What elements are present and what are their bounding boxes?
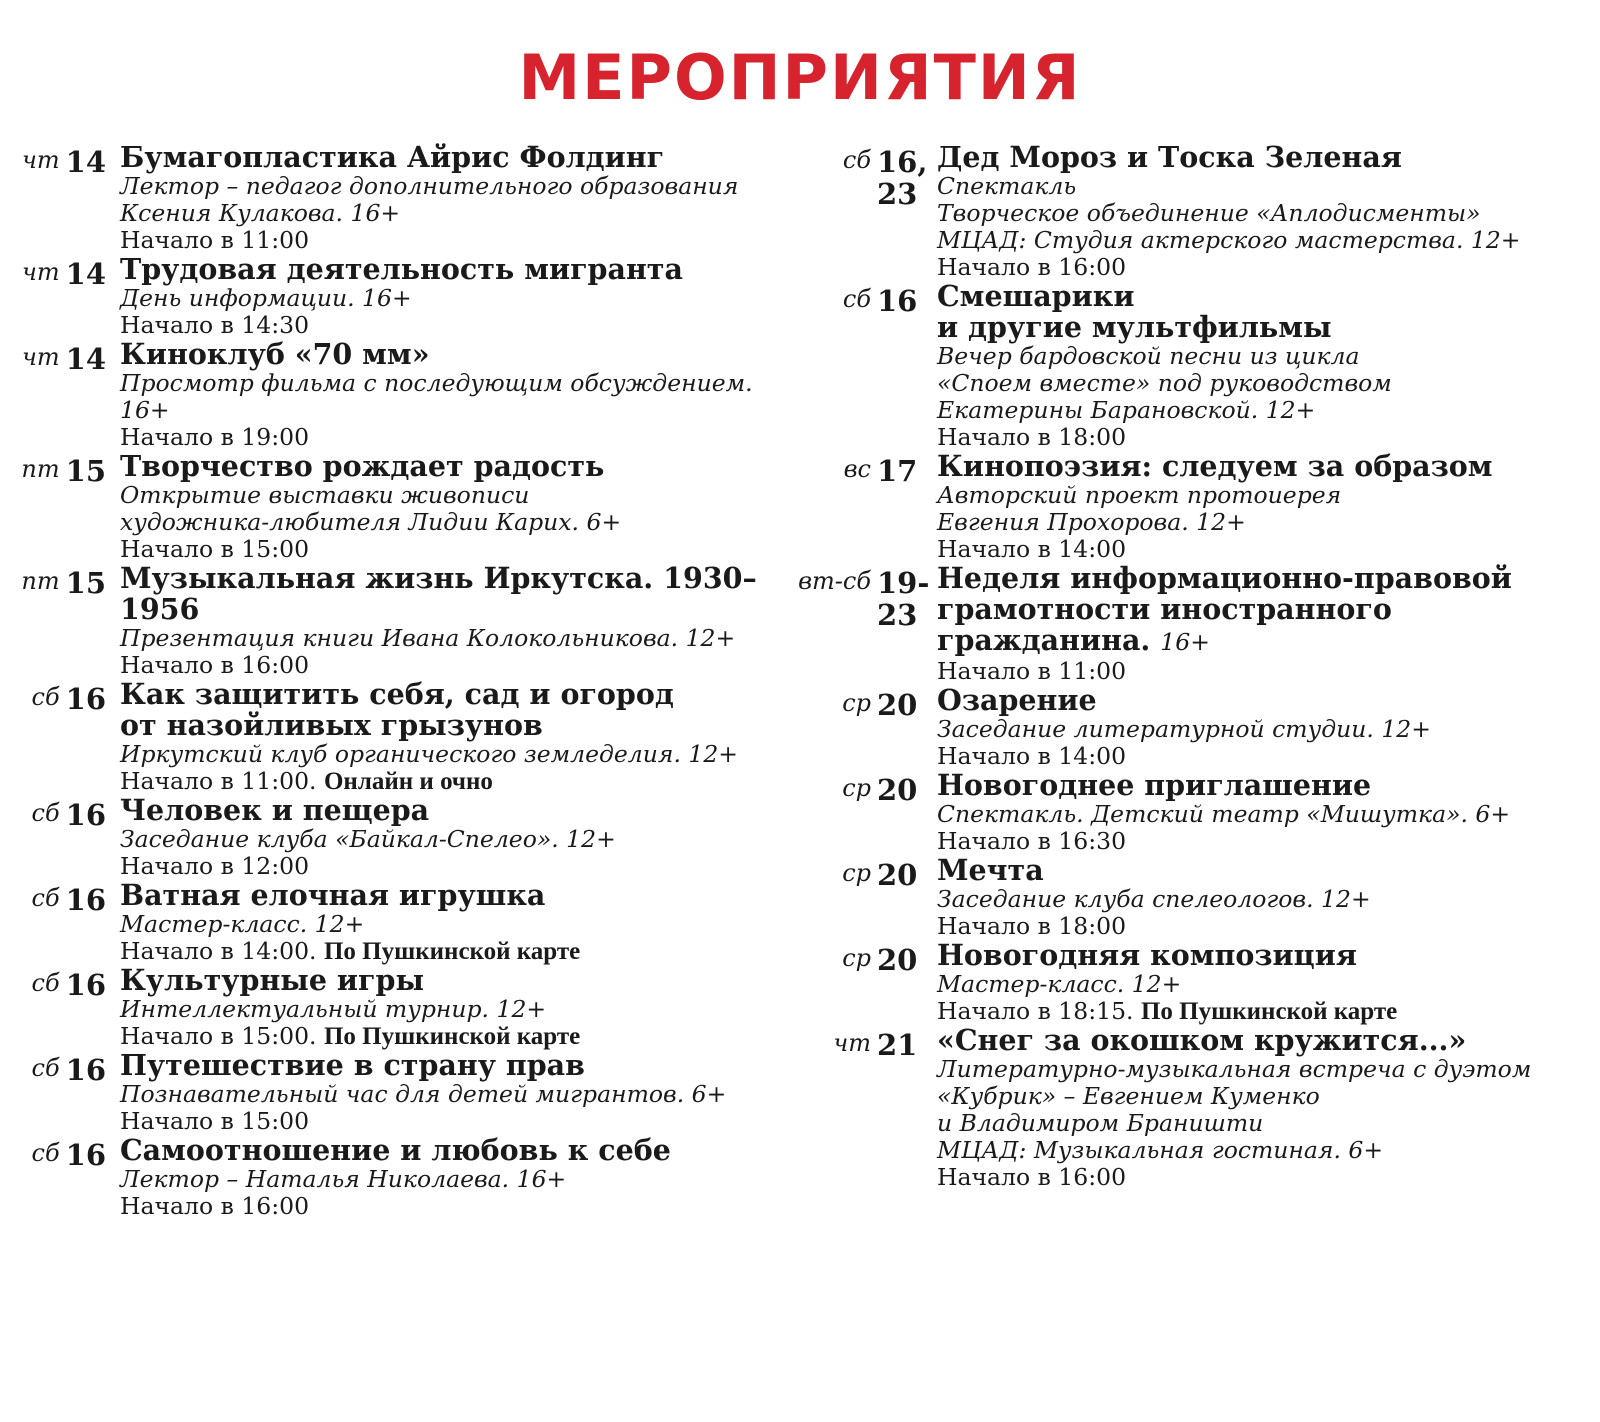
event-time: Начало в 14:00 (937, 535, 1127, 563)
event-description: Заседание клуба спелеологов. 12+ (937, 885, 1371, 913)
event-date (800, 142, 928, 211)
event-description: Познавательный час для детей мигрантов. 6+ (120, 1080, 727, 1108)
event-item (20, 795, 800, 880)
event-weekday: сб (31, 1139, 60, 1167)
event-date (800, 281, 923, 317)
event-time-line (120, 1108, 800, 1135)
event-description: Мастер-класс. 12+ (937, 970, 1182, 998)
event-day: 14 (65, 257, 106, 291)
event-time: Начало в 16:00 (937, 253, 1127, 281)
event-description: Спектакль Творческое объединение «Аплодисменты» МЦАД: Студия актерского мастерства. 12+ (937, 172, 1521, 254)
event-body (923, 685, 1590, 770)
event-title: Творчество рождает радость (120, 449, 605, 483)
event-time: Начало в 18:15. (937, 997, 1134, 1025)
event-item (20, 254, 800, 339)
event-description: Заседание клуба «Байкал-Спелео». 12+ (120, 825, 616, 853)
event-date (20, 451, 106, 487)
event-item (800, 281, 1590, 451)
event-item (20, 965, 800, 1050)
event-body (923, 1025, 1590, 1191)
event-time-line (120, 768, 800, 795)
event-date (800, 855, 923, 891)
event-day: 20 (877, 943, 918, 977)
event-extra-note: Онлайн и очно (323, 768, 493, 795)
event-title: Новогодняя композиция (937, 938, 1357, 972)
event-body (923, 281, 1590, 451)
event-date (800, 940, 923, 976)
event-description: Просмотр фильма с последующим обсуждением. 16+ (120, 369, 753, 424)
event-body (923, 563, 1590, 685)
event-day: 14 (65, 145, 106, 179)
event-day: 16 (65, 682, 106, 716)
event-weekday: сб (31, 799, 60, 827)
event-time-line (120, 853, 800, 880)
event-description: Вечер бардовской песни из цикла «Споем вместе» под руководством Екатерины Барановской. 12+ (937, 342, 1392, 424)
right-event-column (800, 142, 1590, 1191)
event-description: Иркутский клуб органического земледелия. 12+ (120, 740, 738, 768)
event-day: 16, 23 (877, 145, 928, 211)
event-time: Начало в 16:00 (937, 1163, 1127, 1191)
event-weekday: чт (21, 258, 60, 286)
event-time-line (120, 652, 800, 679)
event-age-rating: 16+ (1160, 628, 1210, 656)
event-body (106, 339, 800, 451)
event-extra-note: По Пушкинской карте (323, 938, 581, 965)
event-description: Презентация книги Ивана Колокольникова. 12+ (120, 624, 736, 652)
event-time-line (120, 312, 800, 339)
event-weekday: чт (21, 343, 60, 371)
event-description: Интеллектуальный турнир. 12+ (120, 995, 547, 1023)
event-item (20, 339, 800, 451)
event-day: 16 (65, 1138, 106, 1172)
event-time-line (937, 424, 1590, 451)
event-date (20, 142, 106, 178)
event-body (106, 451, 800, 563)
event-body (923, 770, 1590, 855)
event-item (800, 855, 1590, 940)
event-body (106, 679, 800, 795)
event-weekday: пт (21, 567, 60, 595)
event-title: Культурные игры (120, 963, 425, 997)
event-date (20, 679, 106, 715)
event-day: 20 (877, 858, 918, 892)
event-day: 16 (65, 968, 106, 1002)
event-body (106, 1050, 800, 1135)
event-time-line (937, 254, 1590, 281)
event-weekday: сб (842, 285, 871, 313)
event-title: Ватная елочная игрушка (120, 878, 546, 912)
event-time-line (937, 743, 1590, 770)
event-time-line (937, 998, 1590, 1025)
page-title: МЕРОПРИЯТИЯ (518, 41, 1082, 114)
event-item (800, 940, 1590, 1025)
event-item (800, 685, 1590, 770)
event-time-line (120, 424, 800, 451)
event-date (798, 563, 930, 632)
event-time: Начало в 16:00 (120, 1192, 310, 1220)
event-weekday: вт-сб (798, 567, 871, 595)
event-body (106, 254, 800, 339)
event-item (800, 770, 1590, 855)
event-date (20, 1050, 106, 1086)
event-description: Мастер-класс. 12+ (120, 910, 365, 938)
event-day: 15 (65, 566, 106, 600)
event-time-line (120, 1193, 800, 1220)
event-weekday: сб (31, 969, 60, 997)
event-date (800, 451, 923, 487)
event-date (20, 1135, 106, 1171)
event-weekday: сб (842, 146, 871, 174)
event-title: Дед Мороз и Тоска Зеленая (937, 140, 1402, 174)
event-time: Начало в 15:00 (120, 1107, 310, 1135)
event-body (106, 880, 800, 965)
event-time-line (937, 536, 1590, 563)
event-time: Начало в 19:00 (120, 423, 310, 451)
event-time: Начало в 14:00 (937, 742, 1127, 770)
event-day: 17 (877, 454, 918, 488)
event-date (20, 254, 106, 290)
event-weekday: чт (833, 1029, 871, 1057)
event-time: Начало в 14:30 (120, 311, 310, 339)
event-title: Как защитить себя, сад и огород от назойливых грызунов (120, 677, 674, 742)
event-day: 16 (877, 284, 918, 318)
event-description: Лектор – педагог дополнительного образования Ксения Кулакова. 16+ (120, 172, 739, 227)
event-time: Начало в 11:00 (120, 226, 310, 254)
event-item (800, 142, 1590, 281)
event-weekday: сб (31, 683, 60, 711)
event-time: Начало в 18:00 (937, 423, 1127, 451)
event-weekday: ср (842, 944, 871, 972)
event-time-line (937, 828, 1590, 855)
event-title: Озарение (937, 683, 1097, 717)
event-time: Начало в 11:00. (120, 767, 317, 795)
event-item (800, 1025, 1590, 1191)
event-time: Начало в 15:00. (120, 1022, 317, 1050)
event-extra-note: По Пушкинской карте (1140, 998, 1398, 1025)
event-item (20, 451, 800, 563)
event-weekday: пт (21, 455, 60, 483)
event-time-line (937, 1164, 1590, 1191)
event-description: Открытие выставки живописи художника-любителя Лидии Карих. 6+ (120, 481, 622, 536)
event-day: 14 (65, 342, 106, 376)
event-body (106, 965, 800, 1050)
event-description: Спектакль. Детский театр «Мишутка». 6+ (937, 800, 1511, 828)
event-time-line (120, 938, 800, 965)
event-time-line (120, 536, 800, 563)
event-day: 16 (65, 883, 106, 917)
event-title: Человек и пещера (120, 793, 430, 827)
event-weekday: ср (842, 774, 871, 802)
event-day: 15 (65, 454, 106, 488)
event-date (800, 1025, 923, 1061)
event-title: Кинопоэзия: следуем за образом (937, 449, 1493, 483)
event-day: 20 (877, 773, 918, 807)
event-extra-note: По Пушкинской карте (323, 1023, 581, 1050)
event-time: Начало в 16:00 (120, 651, 310, 679)
event-item (20, 1050, 800, 1135)
event-time: Начало в 11:00 (937, 657, 1127, 685)
event-title-text: Неделя информационно-правовой грамотности иностранного гражданина. (937, 561, 1512, 657)
event-time-line (120, 227, 800, 254)
event-time: Начало в 16:30 (937, 827, 1127, 855)
event-title: Новогоднее приглашение (937, 768, 1372, 802)
event-body (106, 1135, 800, 1220)
event-date (20, 563, 106, 599)
event-time-line (120, 1023, 800, 1050)
event-weekday: ср (842, 689, 871, 717)
event-time-line (937, 913, 1590, 940)
event-weekday: сб (31, 884, 60, 912)
event-time: Начало в 12:00 (120, 852, 310, 880)
event-body (923, 940, 1590, 1025)
event-date (20, 339, 106, 375)
event-time: Начало в 14:00. (120, 937, 317, 965)
event-date (20, 965, 106, 1001)
event-item (20, 563, 800, 679)
event-day: 16 (65, 1053, 106, 1087)
event-body (106, 563, 800, 679)
event-weekday: вс (843, 455, 871, 483)
event-title: Самоотношение и любовь к себе (120, 1133, 671, 1167)
event-day: 20 (877, 688, 918, 722)
event-day: 19- 23 (877, 566, 930, 632)
event-item (20, 880, 800, 965)
event-title: «Снег за окошком кружится...» (937, 1023, 1467, 1057)
event-description: День информации. 16+ (120, 284, 412, 312)
event-time-line (937, 658, 1590, 685)
event-day: 16 (65, 798, 106, 832)
event-title: Путешествие в страну прав (120, 1048, 585, 1082)
event-description: Заседание литературной студии. 12+ (937, 715, 1431, 743)
event-title: Мечта (937, 853, 1044, 887)
event-title: Бумагопластика Айрис Фолдинг (120, 140, 665, 174)
event-title: Киноклуб «70 мм» (120, 337, 430, 371)
event-date (800, 770, 923, 806)
event-time: Начало в 15:00 (120, 535, 310, 563)
event-item (800, 451, 1590, 563)
event-body (106, 795, 800, 880)
event-weekday: сб (31, 1054, 60, 1082)
event-item (20, 679, 800, 795)
event-description: Авторский проект протоиерея Евгения Прохорова. 12+ (937, 481, 1342, 536)
event-title (937, 563, 1590, 658)
event-time: Начало в 18:00 (937, 912, 1127, 940)
event-body (106, 142, 800, 254)
event-body (923, 451, 1590, 563)
event-title: Трудовая деятельность мигранта (120, 252, 683, 286)
event-item (20, 1135, 800, 1220)
event-body (923, 855, 1590, 940)
event-description: Лектор – Наталья Николаева. 16+ (120, 1165, 567, 1193)
event-body (923, 142, 1590, 281)
event-item (800, 563, 1590, 685)
event-description: Литературно-музыкальная встреча с дуэтом «Кубрик» – Евгением Куменко и Владимиром Браништи МЦАД: Музыкальная гостиная. 6+ (937, 1055, 1532, 1164)
event-title: Смешарики и другие мультфильмы (937, 279, 1332, 344)
event-day: 21 (877, 1028, 918, 1062)
event-date (20, 880, 106, 916)
event-date (800, 685, 923, 721)
event-weekday: ср (842, 859, 871, 887)
event-item (20, 142, 800, 254)
event-title: Музыкальная жизнь Иркутска. 1930–1956 (120, 561, 757, 626)
left-event-column (20, 142, 800, 1220)
event-weekday: чт (21, 146, 60, 174)
event-date (20, 795, 106, 831)
